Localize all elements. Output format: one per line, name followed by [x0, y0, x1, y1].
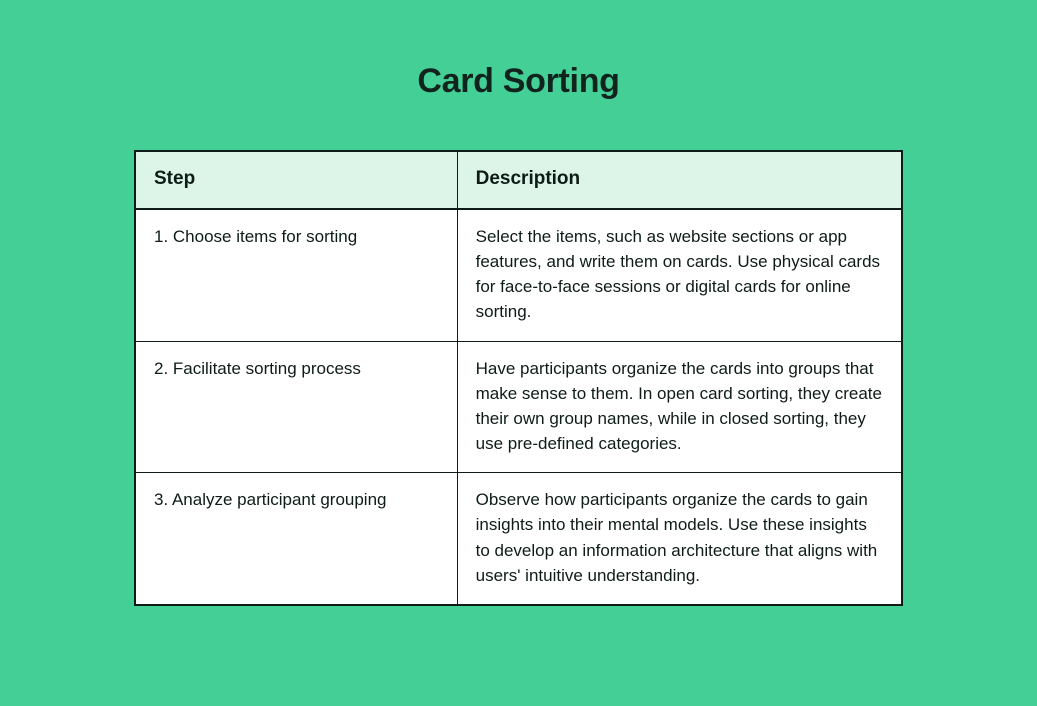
column-header-description: Description — [457, 151, 902, 209]
table-header-row — [135, 151, 902, 209]
cell-step: 1. Choose items for sorting — [135, 209, 457, 341]
table-row — [135, 341, 902, 473]
column-header-step: Step — [135, 151, 457, 209]
table-row — [135, 209, 902, 341]
table-row — [135, 473, 902, 605]
table-body — [135, 209, 902, 605]
cell-description: Observe how participants organize the cards to gain insights into their mental models. Use these insights to develop an information architecture that aligns with users' intuitive understanding. — [457, 473, 902, 605]
table-header — [135, 151, 902, 209]
cell-step: 3. Analyze participant grouping — [135, 473, 457, 605]
card-sorting-table-container — [134, 150, 903, 606]
cell-step: 2. Facilitate sorting process — [135, 341, 457, 473]
cell-description: Select the items, such as website sections or app features, and write them on cards. Use physical cards for face-to-face sessions or digital cards for online sorting. — [457, 209, 902, 341]
card-sorting-table — [134, 150, 903, 606]
page-title: Card Sorting — [417, 62, 620, 100]
cell-description: Have participants organize the cards into groups that make sense to them. In open card sorting, they create their own group names, while in closed sorting, they use pre-defined categories. — [457, 341, 902, 473]
